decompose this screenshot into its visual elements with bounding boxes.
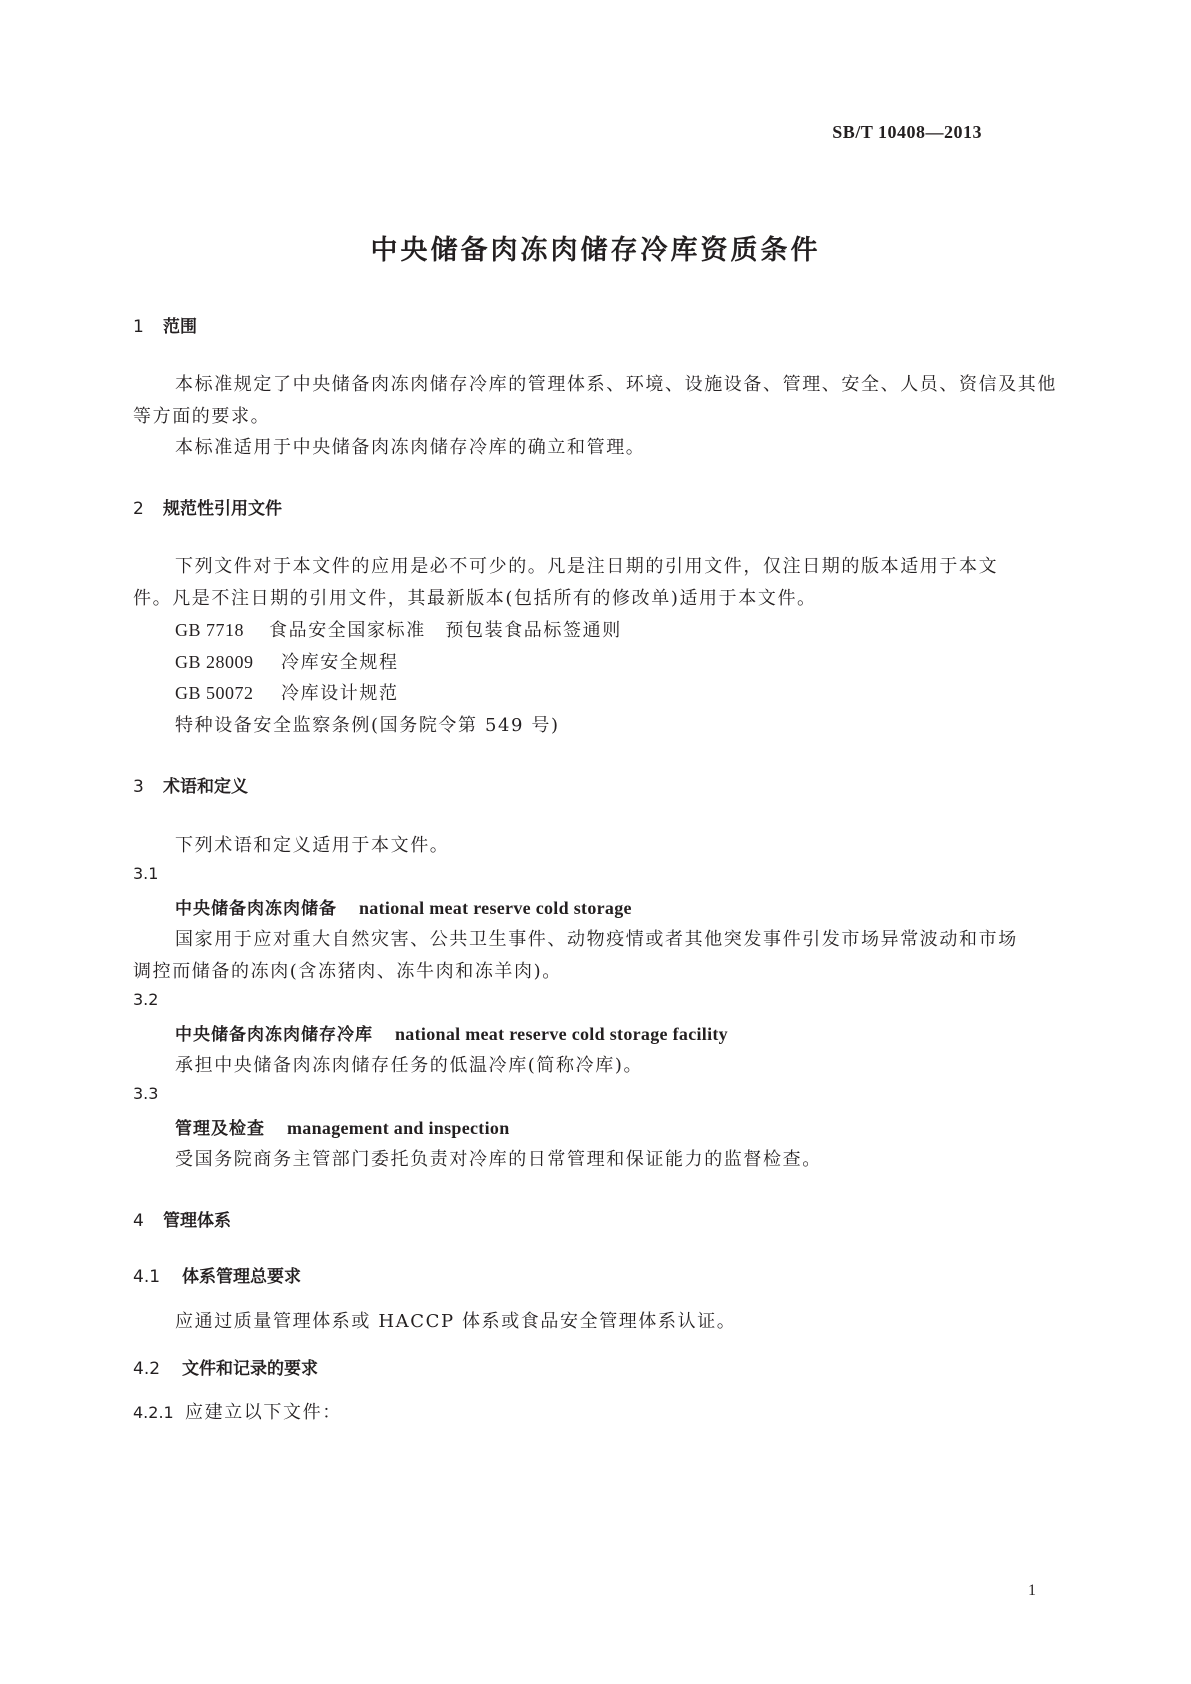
reference-code: GB 7718 <box>175 620 245 640</box>
subsection-number: 4.1 <box>133 1267 161 1287</box>
normative-intro-line-1: 下列文件对于本文件的应用是必不可少的。凡是注日期的引用文件，仅注日期的版本适用于本文 <box>175 556 999 577</box>
term-chinese: 中央储备肉冻肉储备 <box>175 899 337 919</box>
term-number: 3.1 <box>133 864 159 883</box>
section-title: 管理体系 <box>163 1211 231 1231</box>
term-chinese: 管理及检查 <box>175 1119 265 1139</box>
reference-title: 冷库设计规范 <box>281 683 399 704</box>
section-3-heading <box>133 772 248 797</box>
term-definition: 受国务院商务主管部门委托负责对冷库的日常管理和保证能力的监督检查。 <box>175 1149 822 1170</box>
page-number: 1 <box>1028 1582 1036 1599</box>
reference-code: GB 50072 <box>175 683 254 703</box>
section-number: 4 <box>133 1211 144 1231</box>
reference-title: 食品安全国家标准 预包装食品标签通则 <box>269 620 622 641</box>
subsection-4-1-text: 应通过质量管理体系或 HACCP 体系或食品安全管理体系认证。 <box>175 1311 737 1332</box>
subsection-number: 4.2 <box>133 1359 161 1379</box>
term-title <box>175 894 632 919</box>
term-english: national meat reserve cold storage facility <box>395 1024 728 1044</box>
term-english: management and inspection <box>287 1118 510 1138</box>
term-definition-line-2: 调控而储备的冻肉(含冻猪肉、冻牛肉和冻羊肉)。 <box>133 961 562 982</box>
term-title <box>175 1114 510 1139</box>
document-title: 中央储备肉冻肉储存冷库资质条件 <box>370 235 821 266</box>
reference-code: GB 28009 <box>175 652 254 672</box>
clause-number: 4.2.1 <box>133 1403 174 1422</box>
scope-applicability: 本标准适用于中央储备肉冻肉储存冷库的确立和管理。 <box>175 437 646 458</box>
term-definition: 承担中央储备肉冻肉储存任务的低温冷库(简称冷库)。 <box>175 1055 644 1076</box>
section-2-heading <box>133 494 282 519</box>
standard-code: SB/T 10408—2013 <box>832 122 982 142</box>
reference-title: 冷库安全规程 <box>281 652 399 673</box>
clause-text: 应建立以下文件： <box>185 1402 342 1423</box>
reference-item <box>175 616 622 642</box>
normative-intro-line-2: 件。凡是不注日期的引用文件，其最新版本(包括所有的修改单)适用于本文件。 <box>133 588 817 609</box>
term-english: national meat reserve cold storage <box>359 898 632 918</box>
scope-paragraph-line-1: 本标准规定了中央储备肉冻肉储存冷库的管理体系、环境、设施设备、管理、安全、人员、资信及其他 <box>175 374 1057 395</box>
term-number: 3.2 <box>133 990 159 1009</box>
subsection-4-2-heading <box>133 1354 318 1379</box>
term-title <box>175 1020 728 1045</box>
subsection-title: 文件和记录的要求 <box>182 1359 318 1379</box>
section-1-heading <box>133 312 197 337</box>
term-number: 3.3 <box>133 1084 159 1103</box>
reference-item <box>175 679 399 705</box>
section-title: 术语和定义 <box>163 777 248 797</box>
section-4-heading <box>133 1206 231 1231</box>
section-title: 范围 <box>163 317 197 337</box>
term-definition-line-1: 国家用于应对重大自然灾害、公共卫生事件、动物疫情或者其他突发事件引发市场异常波动和市场 <box>175 929 1018 950</box>
section-number: 2 <box>133 499 144 519</box>
section-number: 3 <box>133 777 144 797</box>
terms-intro: 下列术语和定义适用于本文件。 <box>175 835 450 856</box>
section-number: 1 <box>133 317 144 337</box>
reference-item: 特种设备安全监察条例(国务院令第 549 号) <box>175 715 560 736</box>
reference-item <box>175 648 399 674</box>
subsection-4-1-heading <box>133 1262 301 1287</box>
clause-4-2-1 <box>133 1398 342 1424</box>
section-title: 规范性引用文件 <box>163 499 282 519</box>
scope-paragraph-line-2: 等方面的要求。 <box>133 406 271 427</box>
term-chinese: 中央储备肉冻肉储存冷库 <box>175 1025 373 1045</box>
subsection-title: 体系管理总要求 <box>182 1267 301 1287</box>
